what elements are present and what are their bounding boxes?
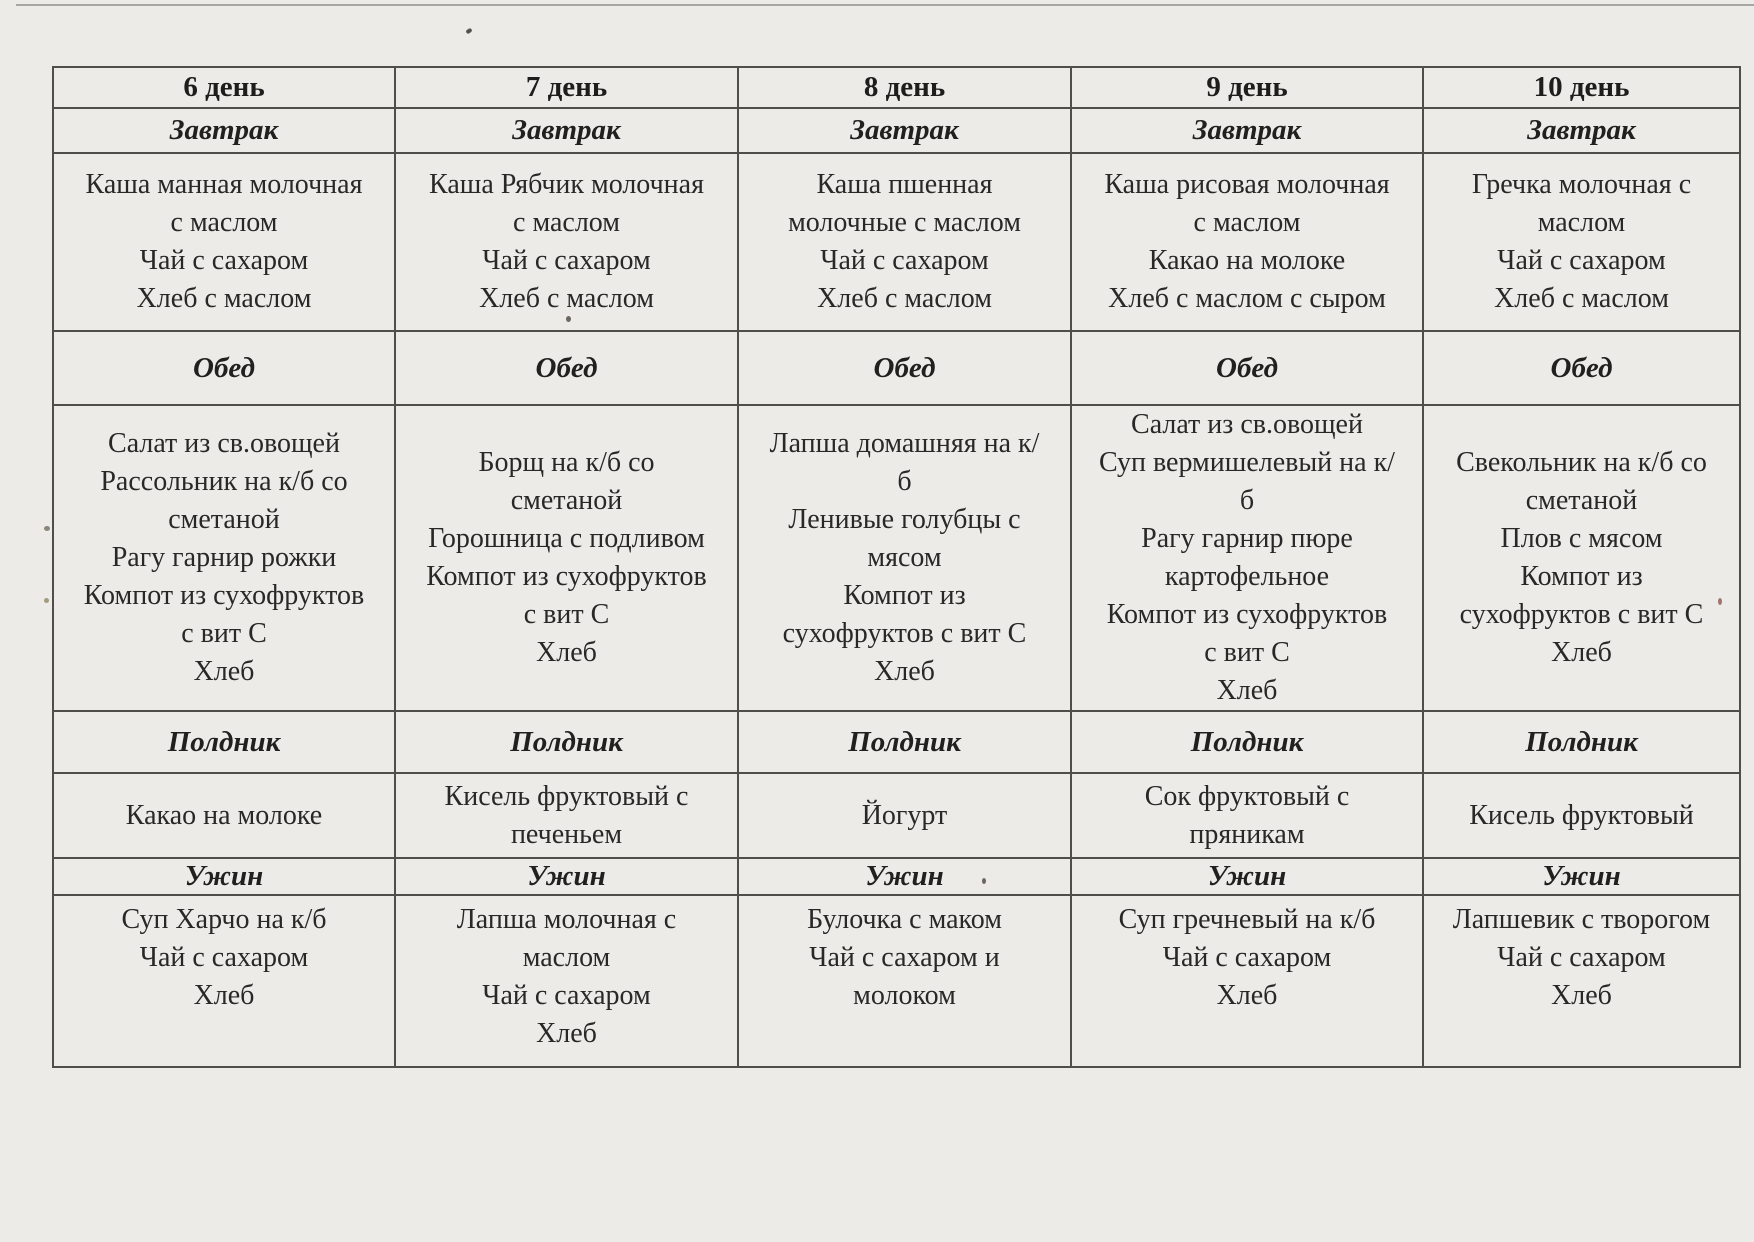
dish-item: Борщ на к/б со сметаной	[478, 447, 655, 516]
breakfast-row	[53, 153, 1740, 331]
dish-item: Компот из сухофруктов с вит С	[1106, 599, 1388, 668]
dish-item: Каша манная молочная с маслом	[85, 169, 363, 238]
dish-item: Ленивые голубцы с мясом	[788, 504, 1021, 573]
snack-label: Полдник	[53, 711, 395, 773]
dish-item: Хлеб	[193, 656, 255, 687]
dish-item: Чай с сахаром	[482, 245, 651, 276]
dish-item: Компот из сухофруктов с вит С	[782, 580, 1027, 649]
breakfast-cell	[53, 153, 395, 331]
dinner-cell	[738, 895, 1071, 1067]
dinner-cell	[53, 895, 395, 1067]
dish-item: Сок фруктовый с пряникам	[1144, 780, 1350, 850]
day-column-header: 6 день	[53, 67, 395, 108]
dish-item: Хлеб	[1216, 980, 1278, 1011]
dish-item: Лапша молочная с маслом	[456, 904, 677, 973]
dish-item: Компот из сухофруктов с вит С	[83, 580, 365, 649]
snack-label: Полдник	[1071, 711, 1423, 773]
dish-item: Хлеб	[536, 1018, 597, 1049]
lunch-label: Обед	[53, 331, 395, 405]
breakfast-label: Завтрак	[1423, 108, 1740, 153]
lunch-cell	[1423, 405, 1740, 711]
breakfast-cell	[1071, 153, 1423, 331]
dish-item: Салат из св.овощей	[1131, 409, 1363, 440]
dish-item: Хлеб с маслом	[479, 283, 654, 314]
dish-item: Чай с сахаром	[1497, 942, 1666, 973]
dish-item: Суп Харчо на к/б	[121, 904, 327, 935]
dinner-label: Ужин	[738, 858, 1071, 895]
day-header-row	[53, 67, 1740, 108]
snack-cell	[53, 773, 395, 858]
dish-item: Чай с сахаром	[139, 942, 309, 973]
lunch-cell	[395, 405, 738, 711]
snack-label: Полдник	[738, 711, 1071, 773]
dish-item: Хлеб	[874, 656, 935, 687]
lunch-label: Обед	[1423, 331, 1740, 405]
dish-item: Горошница с подливом	[428, 523, 705, 554]
meal-plan-table	[52, 66, 1741, 1068]
snack-cell	[1071, 773, 1423, 858]
dish-item: Суп вермишелевый на к/б	[1099, 447, 1395, 516]
dish-item: Свекольник на к/б со сметаной	[1456, 447, 1707, 516]
dish-item: Йогурт	[861, 799, 948, 831]
dish-item: Хлеб	[1551, 980, 1612, 1011]
dish-item: Хлеб с маслом	[136, 283, 312, 314]
dish-item: Хлеб	[536, 637, 597, 668]
dinner-cell	[1071, 895, 1423, 1067]
dinner-cell	[395, 895, 738, 1067]
dish-item: Какао на молоке	[1148, 245, 1346, 276]
breakfast-label-row	[53, 108, 1740, 153]
scanner-edge-line	[16, 4, 1754, 6]
dish-item: Салат из св.овощей	[108, 428, 340, 459]
dish-item: Каша рисовая молочная с маслом	[1104, 169, 1390, 238]
breakfast-label: Завтрак	[1071, 108, 1423, 153]
breakfast-label: Завтрак	[738, 108, 1071, 153]
lunch-label-row	[53, 331, 1740, 405]
snack-cell	[1423, 773, 1740, 858]
lunch-label: Обед	[395, 331, 738, 405]
dinner-label: Ужин	[53, 858, 395, 895]
dish-item: Чай с сахаром	[1497, 245, 1666, 276]
dish-item: Хлеб с маслом	[1494, 283, 1669, 314]
dish-item: Чай с сахаром и молоком	[809, 942, 1000, 1011]
day-column-header: 9 день	[1071, 67, 1423, 108]
dish-item: Булочка с маком	[807, 904, 1002, 935]
dish-item: Каша Рябчик молочная с маслом	[429, 169, 704, 238]
dinner-label: Ужин	[1423, 858, 1740, 895]
dish-item: Рассольник на к/б со сметаной	[100, 466, 348, 535]
lunch-cell	[738, 405, 1071, 711]
dish-item: Компот из сухофруктов с вит С	[1459, 561, 1704, 630]
breakfast-label: Завтрак	[395, 108, 738, 153]
breakfast-label: Завтрак	[53, 108, 395, 153]
dish-item: Хлеб с маслом с сыром	[1108, 283, 1386, 314]
dish-item: Каша пшенная молочные с маслом	[788, 169, 1021, 238]
scan-speckle	[44, 526, 50, 531]
dish-item: Кисель фруктовый с печеньем	[444, 780, 689, 850]
dish-item: Плов с мясом	[1500, 523, 1663, 554]
dinner-cell	[1423, 895, 1740, 1067]
dish-item: Какао на молоке	[125, 799, 323, 831]
snack-cell	[395, 773, 738, 858]
day-column-header: 7 день	[395, 67, 738, 108]
dish-item: Хлеб	[193, 980, 255, 1011]
breakfast-cell	[395, 153, 738, 331]
lunch-label: Обед	[1071, 331, 1423, 405]
dinner-row	[53, 895, 1740, 1067]
dish-item: Чай с сахаром	[1162, 942, 1332, 973]
dish-item: Лапша домашняя на к/б	[769, 428, 1040, 497]
dish-item: Кисель фруктовый	[1469, 799, 1694, 831]
snack-row	[53, 773, 1740, 858]
dish-item: Лапшевик с творогом	[1452, 904, 1711, 935]
lunch-cell	[1071, 405, 1423, 711]
snack-cell	[738, 773, 1071, 858]
snack-label: Полдник	[395, 711, 738, 773]
dish-item: Гречка молочная с маслом	[1471, 169, 1692, 238]
scan-speckle	[44, 598, 49, 603]
breakfast-cell	[1423, 153, 1740, 331]
dinner-label-row	[53, 858, 1740, 895]
dinner-label: Ужин	[395, 858, 738, 895]
dish-item: Рагу гарнир пюре картофельное	[1141, 523, 1353, 592]
lunch-cell	[53, 405, 395, 711]
lunch-row	[53, 405, 1740, 711]
dish-item: Чай с сахаром	[820, 245, 989, 276]
dish-item: Суп гречневый на к/б	[1118, 904, 1376, 935]
dish-item: Компот из сухофруктов с вит С	[426, 561, 707, 630]
dish-item: Рагу гарнир рожки	[111, 542, 337, 573]
breakfast-cell	[738, 153, 1071, 331]
dish-item: Хлеб с маслом	[817, 283, 992, 314]
snack-label-row	[53, 711, 1740, 773]
lunch-label: Обед	[738, 331, 1071, 405]
snack-label: Полдник	[1423, 711, 1740, 773]
day-column-header: 8 день	[738, 67, 1071, 108]
dish-item: Чай с сахаром	[139, 245, 309, 276]
dish-item: Хлеб	[1551, 637, 1612, 668]
day-column-header: 10 день	[1423, 67, 1740, 108]
dinner-label: Ужин	[1071, 858, 1423, 895]
dish-item: Чай с сахаром	[482, 980, 651, 1011]
dish-item: Хлеб	[1216, 675, 1278, 706]
scan-speckle	[465, 28, 472, 35]
